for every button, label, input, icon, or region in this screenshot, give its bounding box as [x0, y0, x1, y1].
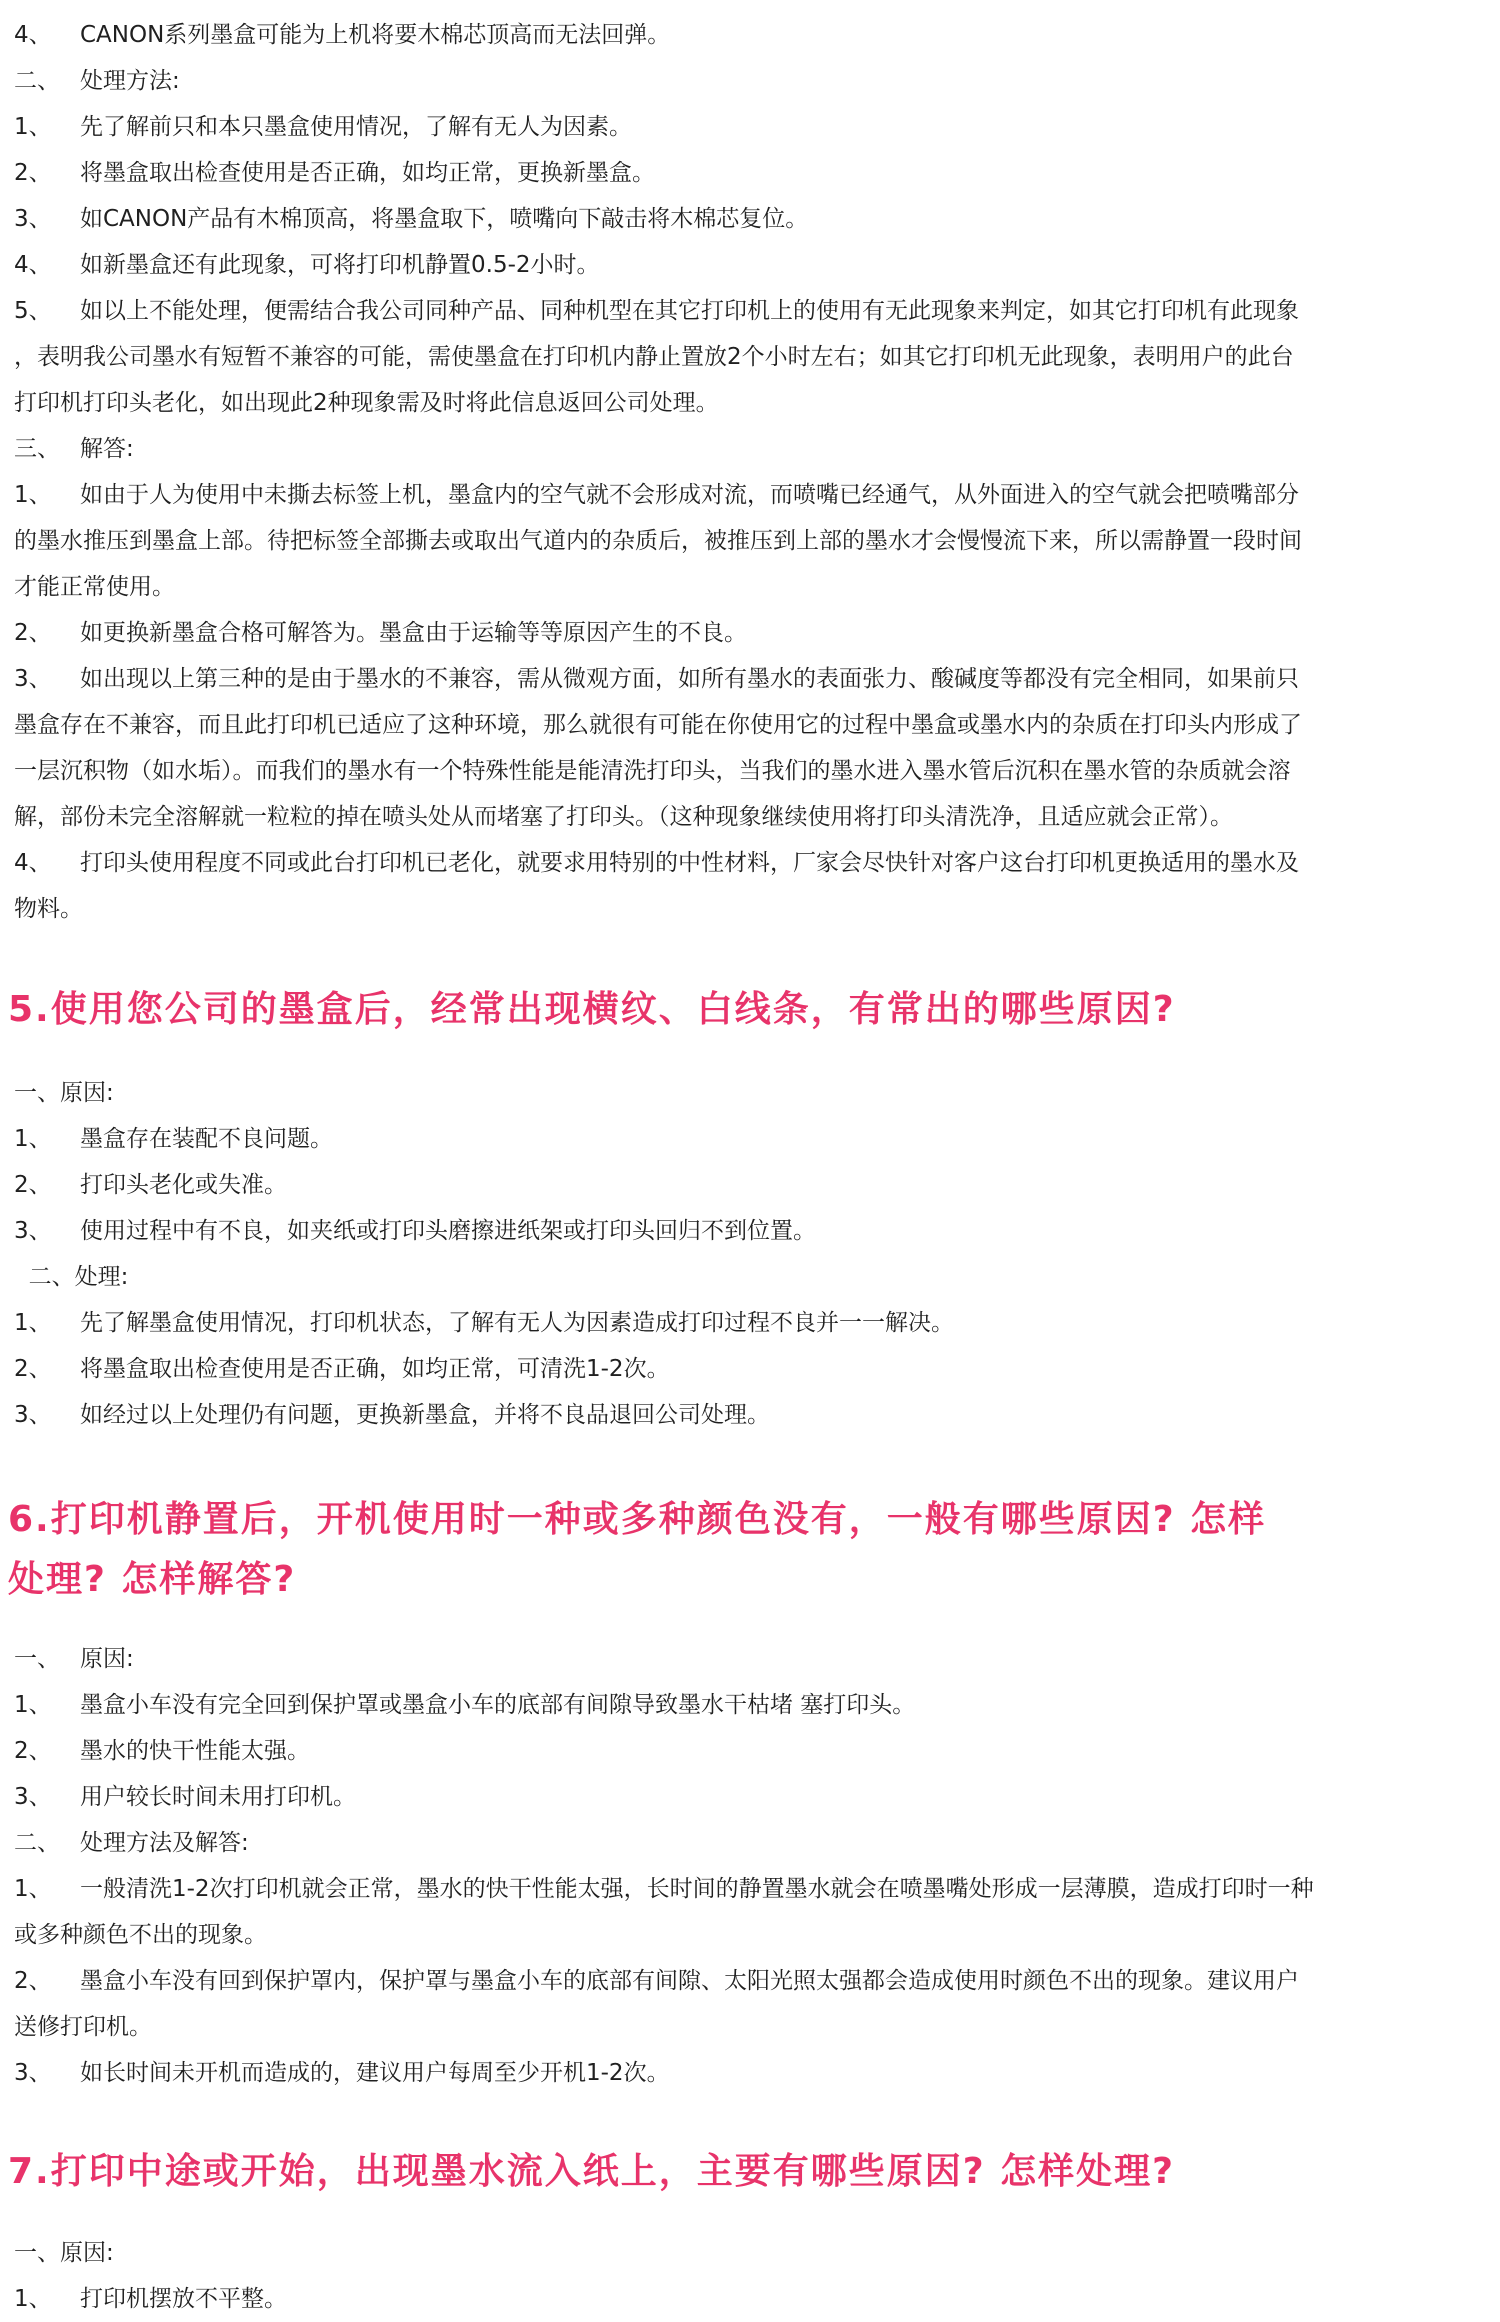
section-heading: 一、原因: — [14, 2240, 114, 2266]
question-7-title: 7.打印中途或开始，出现墨水流入纸上，主要有哪些原因? 怎样处理? — [8, 2151, 1176, 2192]
list-item: 2、 墨盒小车没有回到保护罩内，保护罩与墨盒小车的底部有间隙、太阳光照太强都会造成使用时颜色不出的现象。建议用户 — [14, 1968, 1299, 1994]
section-heading: 三、 解答: — [14, 436, 134, 462]
list-item: 5、 如以上不能处理，便需结合我公司同种产品、同种机型在其它打印机上的使用有无此现象来判定，如其它打印机有此现象 — [14, 298, 1299, 324]
list-item: 4、 如新墨盒还有此现象，可将打印机静置0.5-2小时。 — [14, 252, 600, 278]
text-line: 墨盒存在不兼容，而且此打印机已适应了这种环境，那么就很有可能在你使用它的过程中墨盒或墨水内的杂质在打印头内形成了 — [14, 712, 1302, 738]
list-item: 1、 先了解墨盒使用情况，打印机状态，了解有无人为因素造成打印过程不良并一一解决。 — [14, 1310, 954, 1336]
text-line: 的墨水推压到墨盒上部。待把标签全部撕去或取出气道内的杂质后，被推压到上部的墨水才会慢慢流下来，所以需静置一段时间 — [14, 528, 1302, 554]
text-line: 打印机打印头老化，如出现此2种现象需及时将此信息返回公司处理。 — [14, 390, 719, 416]
list-item: 3、 如长时间未开机而造成的，建议用户每周至少开机1-2次。 — [14, 2060, 670, 2086]
text-line: 物料。 — [14, 896, 83, 922]
list-item: 1、 打印机摆放不平整。 — [14, 2286, 287, 2312]
list-item: 3、 如经过以上处理仍有问题，更换新墨盒，并将不良品退回公司处理。 — [14, 1402, 770, 1428]
question-6-title-cont: 处理? 怎样解答? — [8, 1559, 297, 1600]
list-item: 2、 墨水的快干性能太强。 — [14, 1738, 310, 1764]
text-line: 4、 CANON系列墨盒可能为上机将要木棉芯顶高而无法回弹。 — [14, 22, 671, 48]
section-heading: 一、 原因: — [14, 1646, 134, 1672]
text-line: 送修打印机。 — [14, 2014, 152, 2040]
text-line: 解，部份未完全溶解就一粒粒的掉在喷头处从而堵塞了打印头。（这种现象继续使用将打印头清洗净，且适应就会正常）。 — [14, 804, 1233, 830]
question-5-title: 5.使用您公司的墨盒后，经常出现横纹、白线条，有常出的哪些原因? — [8, 989, 1176, 1030]
question-6-title: 6.打印机静置后，开机使用时一种或多种颜色没有，一般有哪些原因? 怎样 — [8, 1499, 1267, 1540]
text-line: ，表明我公司墨水有短暂不兼容的可能，需使墨盒在打印机内静止置放2个小时左右；如其它打印机无此现象，表明用户的此台 — [14, 344, 1294, 370]
section-heading: 一、原因: — [14, 1080, 114, 1106]
list-item: 2、 将墨盒取出检查使用是否正确，如均正常，更换新墨盒。 — [14, 160, 655, 186]
section-heading: 二、 处理方法及解答: — [14, 1830, 249, 1856]
list-item: 1、 一般清洗1-2次打印机就会正常，墨水的快干性能太强，长时间的静置墨水就会在喷墨嘴处形成一层薄膜，造成打印时一种 — [14, 1876, 1314, 1902]
section-heading: 二、 处理方法: — [14, 68, 180, 94]
list-item: 1、 如由于人为使用中未撕去标签上机，墨盒内的空气就不会形成对流，而喷嘴已经通气，从外面进入的空气就会把喷嘴部分 — [14, 482, 1299, 508]
list-item: 2、 将墨盒取出检查使用是否正确，如均正常，可清洗1-2次。 — [14, 1356, 670, 1382]
text-line: 或多种颜色不出的现象。 — [14, 1922, 267, 1948]
list-item: 3、 用户较长时间未用打印机。 — [14, 1784, 356, 1810]
list-item: 4、 打印头使用程度不同或此台打印机已老化，就要求用特别的中性材料，厂家会尽快针对客户这台打印机更换适用的墨水及 — [14, 850, 1299, 876]
list-item: 3、 如出现以上第三种的是由于墨水的不兼容，需从微观方面，如所有墨水的表面张力、酸碱度等都没有完全相同，如果前只 — [14, 666, 1299, 692]
list-item: 3、 如CANON产品有木棉顶高，将墨盒取下，喷嘴向下敲击将木棉芯复位。 — [14, 206, 809, 232]
list-item: 2、 打印头老化或失准。 — [14, 1172, 287, 1198]
list-item: 1、 墨盒小车没有完全回到保护罩或墨盒小车的底部有间隙导致墨水干枯堵 塞打印头。 — [14, 1692, 916, 1718]
list-item: 3、 使用过程中有不良，如夹纸或打印头磨擦进纸架或打印头回归不到位置。 — [14, 1218, 816, 1244]
section-heading: 二、处理: — [14, 1264, 129, 1290]
list-item: 1、 墨盒存在装配不良问题。 — [14, 1126, 333, 1152]
list-item: 1、 先了解前只和本只墨盒使用情况，了解有无人为因素。 — [14, 114, 632, 140]
list-item: 2、 如更换新墨盒合格可解答为。墨盒由于运输等等原因产生的不良。 — [14, 620, 747, 646]
text-line: 才能正常使用。 — [14, 574, 175, 600]
text-line: 一层沉积物（如水垢）。而我们的墨水有一个特殊性能是能清洗打印头，当我们的墨水进入墨水管后沉积在墨水管的杂质就会溶 — [14, 758, 1291, 784]
